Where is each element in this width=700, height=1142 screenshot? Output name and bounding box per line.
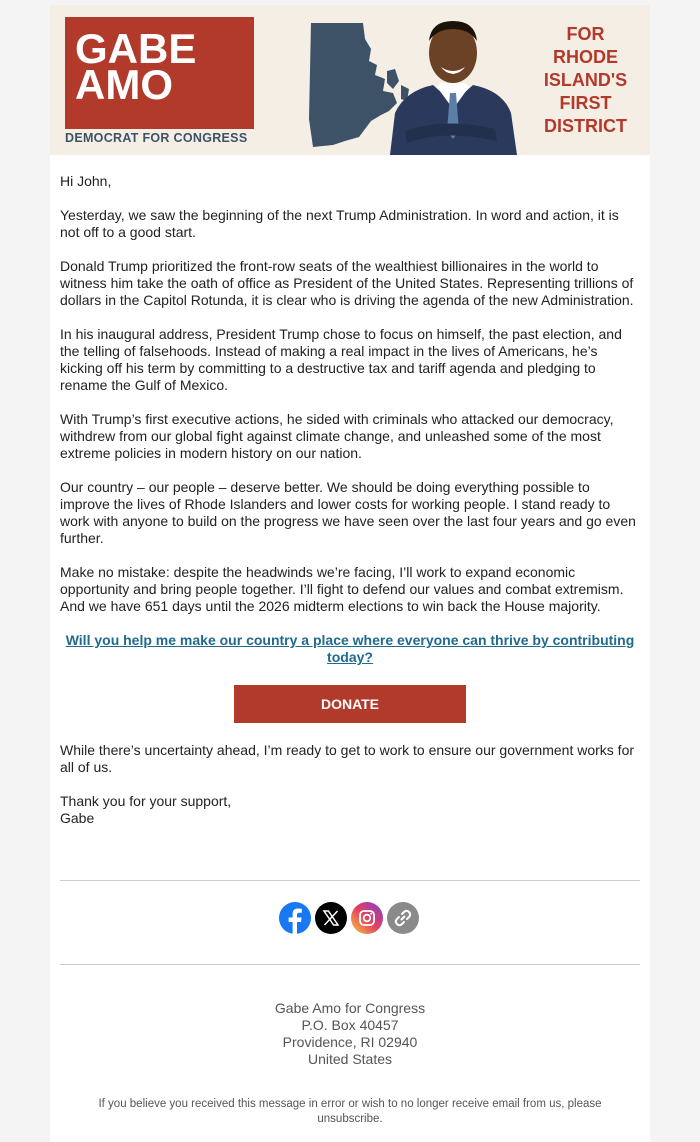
tagline-line: DISTRICT <box>544 116 627 136</box>
divider <box>60 880 640 881</box>
paragraph: Make no mistake: despite the headwinds we’re facing, I’ll work to expand economic opportunity and bring people together. I’ll fight to defend our values and combat extremism. And we have 651 days until the 2026 midterm elections to win back the House majority. <box>60 564 624 614</box>
facebook-icon[interactable] <box>279 902 311 934</box>
footer-city: Providence, RI 02940 <box>282 1034 418 1050</box>
x-icon[interactable] <box>315 902 347 934</box>
letter-content <box>60 173 640 827</box>
paragraph: In his inaugural address, President Trump chose to focus on himself, the past election, and the telling of falsehoods. Instead of making a real impact in the lives of Americans, he’s kicking off his term by committing to a destructive tax and tariff agenda and pledging to rename the Gulf of Mexico. <box>60 326 622 393</box>
link-icon[interactable] <box>387 902 419 934</box>
signoff: Thank you for your support, <box>60 793 232 809</box>
footer-po-box: P.O. Box 40457 <box>301 1017 399 1033</box>
paragraph: With Trump’s first executive actions, he sided with criminals who attacked our democracy, withdrew from our global fight against climate change, and unleashed some of the most extreme policies in modern history on our nation. <box>60 411 614 461</box>
closing-paragraph: While there’s uncertainty ahead, I’m ready to get to work to ensure our government works for all of us. <box>60 742 635 775</box>
instagram-icon[interactable] <box>351 902 383 934</box>
contribute-link[interactable]: Will you help me make our country a place where everyone can thrive by contributing today? <box>65 632 635 665</box>
greeting: Hi John, <box>60 173 112 189</box>
paragraph: Yesterday, we saw the beginning of the next Trump Administration. In word and action, it is not off to a good start. <box>60 207 619 240</box>
tagline-line: FOR <box>566 24 605 44</box>
email-body <box>50 5 650 1142</box>
paragraph: Our country – our people – deserve better. We should be doing everything possible to improve the lives of Rhode Islanders and lower costs for working people. I stand ready to work with anyone to build on the progress we have seen over the last four years and go even further. <box>60 479 636 546</box>
paragraph: Donald Trump prioritized the front-row seats of the wealthiest billionaires in the world to witness him take the oath of office as President of the United States. Representing trillions of dollars in the Capitol Rotunda, it is clear who is driving the agenda of the new Administration. <box>60 258 634 308</box>
footer-org: Gabe Amo for Congress <box>274 1000 426 1016</box>
unsubscribe-note[interactable]: If you believe you received this message in error or wish to no longer receive email from us, please unsubscribe. <box>98 1098 602 1125</box>
logo-subtitle: DEMOCRAT FOR CONGRESS <box>65 131 248 145</box>
candidate-photo <box>385 13 520 155</box>
tagline <box>528 23 643 138</box>
signature: Gabe <box>60 810 95 826</box>
logo-name: GABE AMO <box>75 25 197 108</box>
divider <box>60 964 640 965</box>
tagline-line: FIRST <box>559 93 612 113</box>
tagline-line: RHODE <box>552 47 618 67</box>
donate-button[interactable]: DONATE <box>234 685 466 723</box>
tagline-line: ISLAND'S <box>543 70 628 90</box>
campaign-logo <box>65 17 254 129</box>
donate-wrapper <box>60 685 640 723</box>
footer-country: United States <box>307 1051 393 1067</box>
footer-address <box>50 1000 650 1068</box>
header-banner <box>50 5 650 155</box>
social-links <box>279 902 419 934</box>
